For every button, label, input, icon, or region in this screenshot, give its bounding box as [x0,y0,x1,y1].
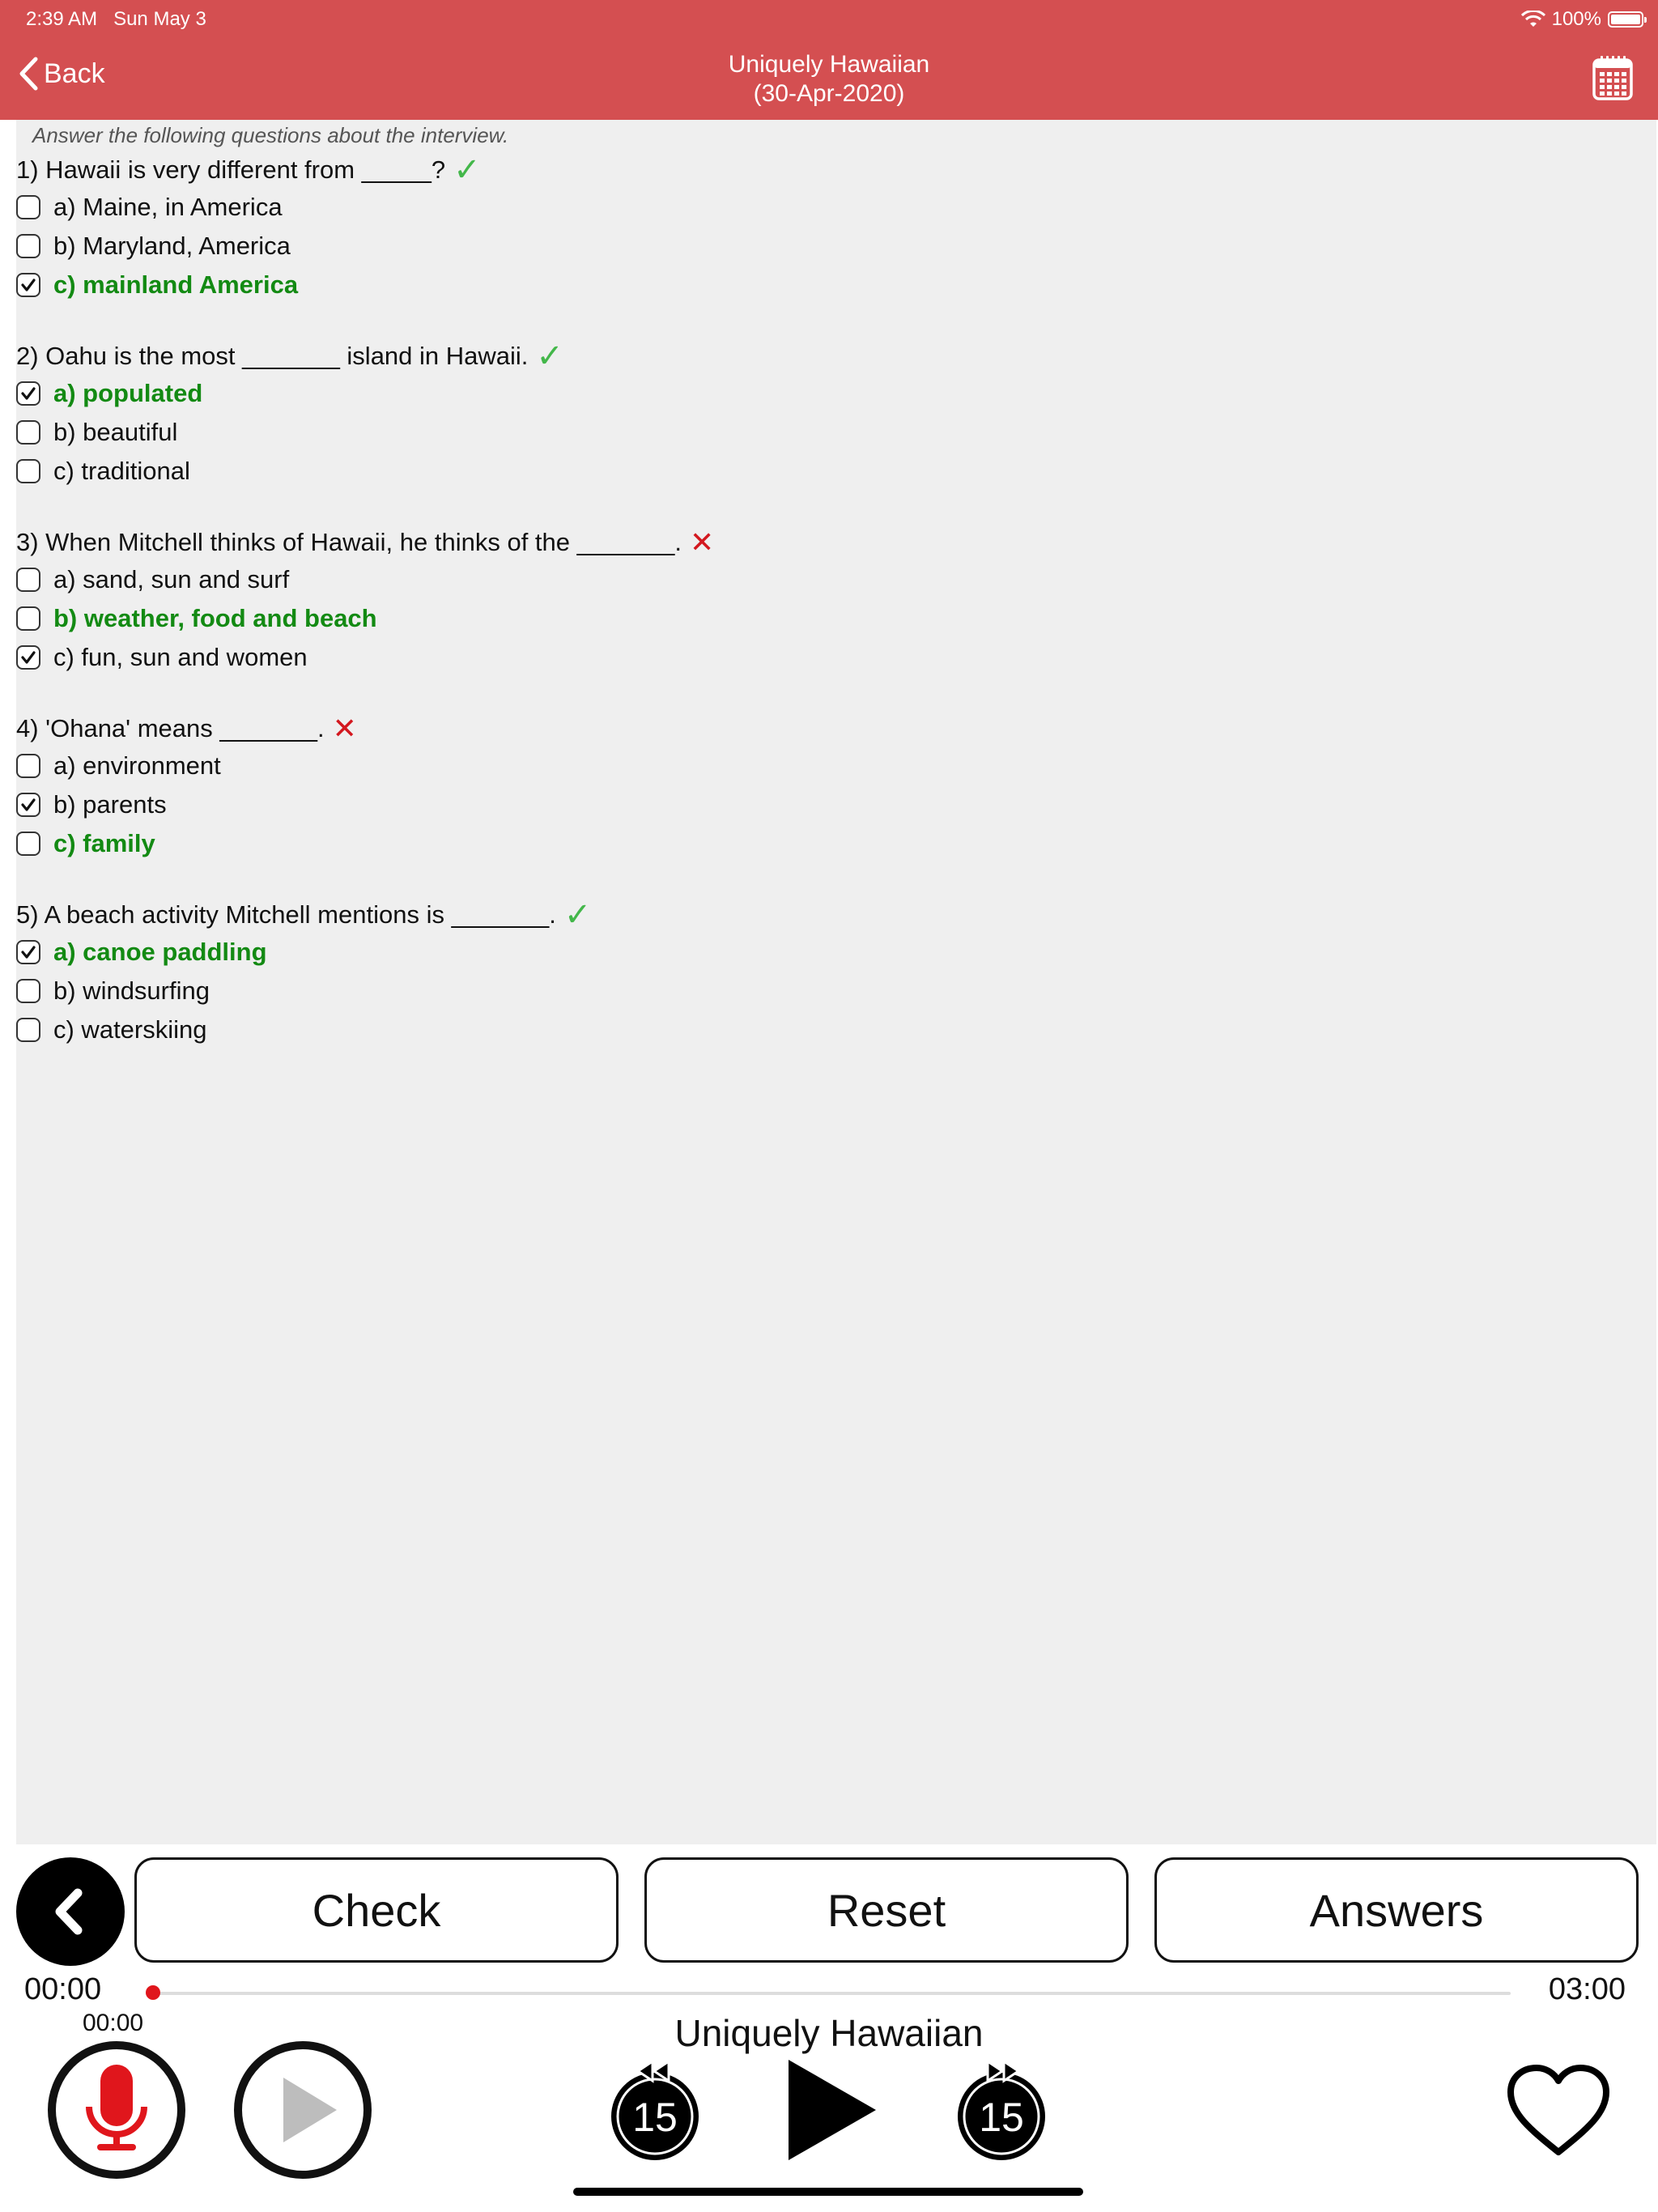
answers-button[interactable]: Answers [1154,1857,1639,1963]
question-text [16,711,1473,747]
play-recording-button[interactable] [233,2040,372,2180]
checkbox[interactable] [16,234,40,258]
progress-knob[interactable] [146,1985,160,2000]
option-label: c) mainland America [53,270,299,299]
checkbox[interactable] [16,754,40,778]
checkbox[interactable] [16,568,40,592]
skip-forward-button[interactable] [952,2058,1051,2163]
question-1 [16,152,1473,304]
checkmark-icon [19,796,37,814]
check-mark-icon: ✓ [536,338,563,374]
question-2 [16,338,1473,491]
option-label: b) weather, food and beach [53,604,377,632]
question-3 [16,525,1473,677]
answer-option[interactable] [16,188,1473,227]
option-label: b) beautiful [53,418,178,446]
back-label: Back [44,57,105,89]
answer-option[interactable] [16,227,1473,266]
date-label: Sun May 3 [113,8,206,30]
answer-option[interactable] [16,747,1473,785]
check-mark-icon: ✓ [563,897,592,933]
answer-option[interactable] [16,560,1473,599]
question-label: 2) Oahu is the most _______ island in Hawaii. [16,342,529,370]
option-label: c) traditional [53,457,190,485]
option-label: b) parents [53,790,167,819]
play-icon [789,2060,876,2160]
option-label: a) canoe paddling [53,938,267,966]
checkmark-icon [19,943,37,961]
checkmark-icon [19,276,37,294]
chevron-left-icon [16,1857,125,1966]
checkbox[interactable] [16,979,40,1003]
question-5 [16,897,1473,1049]
checkmark-icon [19,649,37,666]
total-time: 03:00 [1548,1972,1626,2006]
check-button[interactable]: Check [134,1857,619,1963]
record-button[interactable] [47,2040,186,2180]
question-text [16,897,1473,933]
battery-percent: 100% [1551,8,1601,30]
option-label: a) sand, sun and surf [53,565,290,593]
option-label: a) populated [53,379,203,407]
status-time [26,6,206,32]
reset-button[interactable]: Reset [644,1857,1129,1963]
current-time: 00:00 [24,1972,102,2006]
option-label: c) fun, sun and women [53,643,308,671]
top-bar [0,0,1658,120]
progress-slider[interactable] [151,1992,1511,1995]
option-label: a) Maine, in America [53,193,283,221]
cross-mark-icon: ✕ [332,712,357,745]
check-mark-icon: ✓ [453,152,481,188]
option-label: c) family [53,829,155,857]
wifi-icon [1521,11,1545,28]
checkbox-checked[interactable] [16,940,40,964]
question-text [16,525,1473,560]
checkbox[interactable] [16,195,40,219]
question-label: 3) When Mitchell thinks of Hawaii, he thinks of the _______. [16,528,682,556]
title-line-1: Uniquely Hawaiian [728,51,930,78]
checkbox-checked[interactable] [16,273,40,297]
checkbox[interactable] [16,606,40,631]
checkbox[interactable] [16,832,40,856]
answer-option[interactable] [16,933,1473,972]
cross-mark-icon: ✕ [689,525,715,559]
option-label: b) windsurfing [53,976,210,1005]
question-label: 1) Hawaii is very different from _____? [16,155,446,184]
option-label: b) Maryland, America [53,232,291,260]
answer-option[interactable] [16,638,1473,677]
answer-option[interactable] [16,785,1473,824]
play-button[interactable] [782,2057,882,2163]
checkmark-icon [19,385,37,402]
question-label: 4) 'Ohana' means _______. [16,714,325,742]
answer-option[interactable] [16,374,1473,413]
question-4 [16,711,1473,863]
answer-option[interactable] [16,1010,1473,1049]
home-indicator [573,2188,1083,2196]
checkbox-checked[interactable] [16,645,40,670]
answer-option[interactable] [16,824,1473,863]
answer-option[interactable] [16,266,1473,304]
quiz-area [16,120,1656,1844]
record-time: 00:00 [83,2010,144,2036]
skip-back-button[interactable] [606,2058,704,2163]
question-text [16,152,1473,188]
previous-button[interactable] [16,1857,125,1966]
answer-option[interactable] [16,413,1473,452]
question-text [16,338,1473,374]
battery-icon [1608,11,1643,28]
skip-forward-seconds: 15 [979,2095,1024,2140]
calendar-icon[interactable] [1592,53,1634,102]
option-label: c) waterskiing [53,1015,207,1044]
status-indicators [1521,6,1643,32]
favorite-heart-icon[interactable] [1506,2063,1611,2159]
instructions: Answer the following questions about the interview. [32,123,509,147]
checkbox[interactable] [16,420,40,445]
checkbox-checked[interactable] [16,793,40,817]
title-line-2: (30-Apr-2020) [753,80,905,107]
track-title: Uniquely Hawaiian [674,2012,984,2054]
checkbox[interactable] [16,1018,40,1042]
answer-option[interactable] [16,599,1473,638]
question-label: 5) A beach activity Mitchell mentions is _______. [16,900,556,929]
checkbox[interactable] [16,459,40,483]
clock-label: 2:39 AM [26,8,98,30]
answer-option[interactable] [16,452,1473,491]
option-label: a) environment [53,751,221,780]
skip-back-seconds: 15 [632,2095,678,2140]
answer-option[interactable] [16,972,1473,1010]
checkbox-checked[interactable] [16,381,40,406]
page-title [0,50,1658,108]
